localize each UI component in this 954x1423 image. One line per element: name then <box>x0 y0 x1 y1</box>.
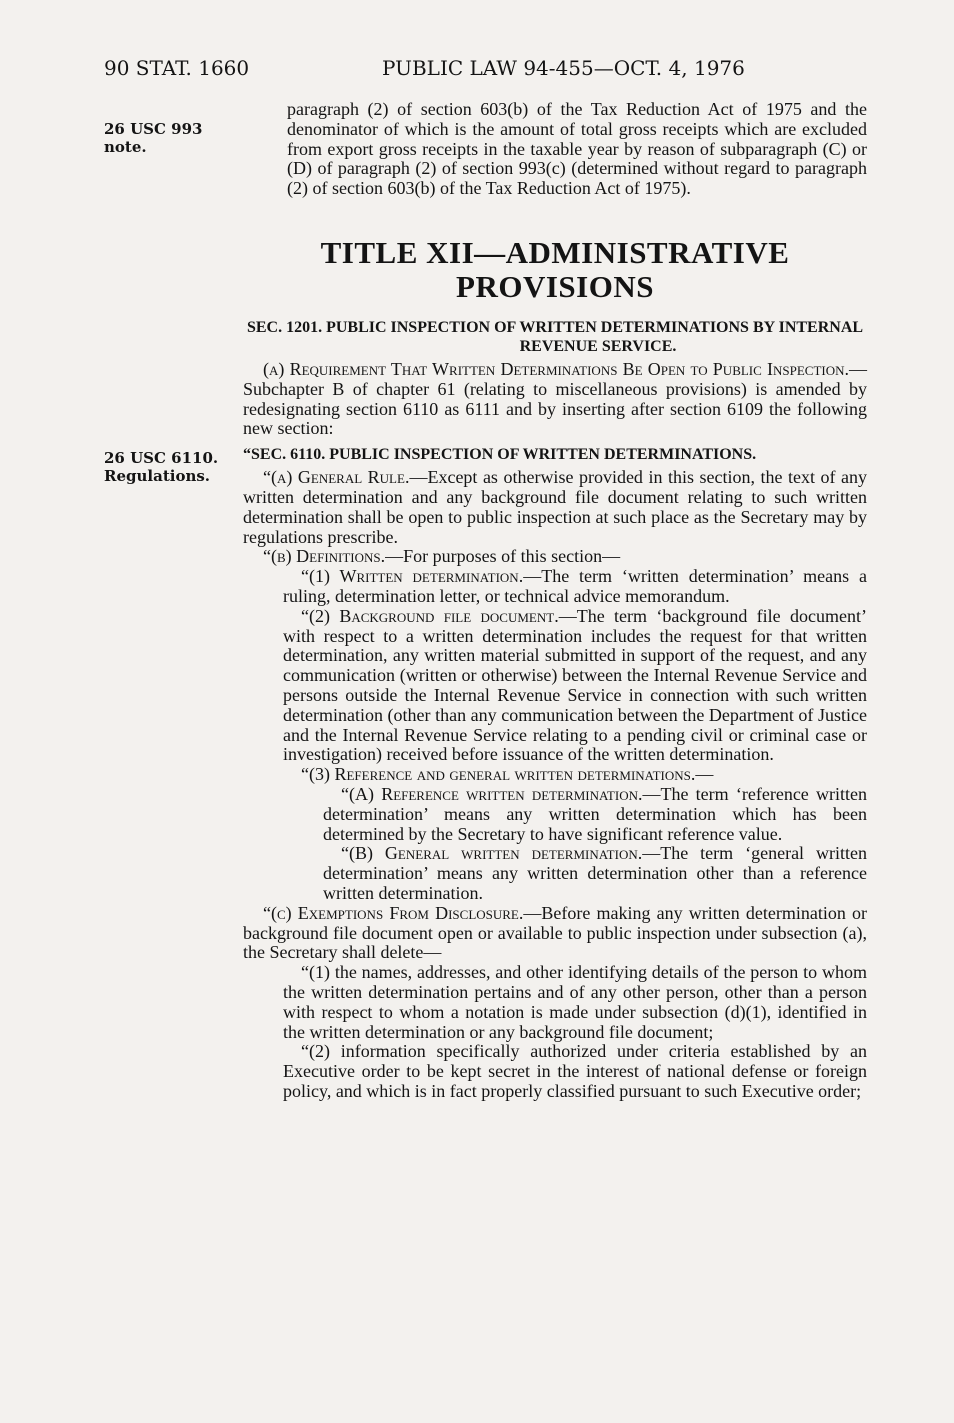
section-1201-heading: SEC. 1201. PUBLIC INSPECTION OF WRITTEN DETERMINATIONS BY INTERNAL REVENUE SERVICE. <box>246 319 864 355</box>
stat-reference: 90 STAT. 1660 <box>104 56 250 80</box>
law-header: PUBLIC LAW 94-455—OCT. 4, 1976 <box>382 56 745 80</box>
definition-3-heading: “(3) Reference and general written determinations. <box>301 764 696 785</box>
exemption-2: “(2) information specifically authorized under criteria established by an Executive order to be kept secret in the interest of national defense or foreign policy, and which is in fact properly classified pursuant to such Executive order; <box>283 1041 867 1101</box>
definition-1-heading: “(1) Written determination. <box>301 566 524 587</box>
definition-1 <box>243 567 867 607</box>
definition-3b-heading: “(B) General written determination. <box>341 843 643 864</box>
definition-3-body: — <box>695 764 714 785</box>
margin-note-text: 26 USC 993 <box>104 120 203 138</box>
definitions <box>243 547 867 567</box>
intro-paragraph <box>287 100 867 199</box>
margin-note-text: note. <box>104 138 147 156</box>
exemption-1: “(1) the names, addresses, and other identifying details of the person to whom the written determination pertains and of any other person, other than a person with respect to whom a notation is made under subsection (d)(1), identified in the written determination or any background file document; <box>283 962 867 1042</box>
definitions-body: —For purposes of this section— <box>385 546 621 567</box>
definition-2-body: —The term ‘background file document’ with respect to a written determination includes the request for that written determination, any written material submitted in support of the request, and any communication (written or otherwise) between the Internal Revenue Service and persons outside the Internal Revenue Service in connection with such written determination (other than any communication between the Department of Justice and the Internal Revenue Service relating to a pending civil or criminal case or investigation) received before issuance of the written determination. <box>283 605 867 765</box>
section-6110-heading: “SEC. 6110. PUBLIC INSPECTION OF WRITTEN DETERMINATIONS. <box>243 446 757 464</box>
margin-note-usc6110 <box>104 449 218 485</box>
definition-3 <box>243 765 867 785</box>
definition-3b <box>243 844 867 903</box>
exemptions <box>243 904 867 963</box>
definition-2-heading: “(2) Background file document. <box>301 605 559 626</box>
title-line-2: PROVISIONS <box>456 269 654 304</box>
definition-3a-heading: “(A) Reference written determination. <box>341 783 643 804</box>
exemptions-body: —Before making any written determination or background file document open or available to public inspection under subsection (a), the Secretary shall delete— <box>243 902 867 963</box>
general-rule-body: —Except as otherwise provided in this section, the text of any written determination and any background file document relating to such written determination shall be open to public inspection at such place as the Secretary may by regulations prescribe. <box>243 467 867 547</box>
title-block <box>243 236 867 304</box>
subsection-a-body: —Subchapter B of chapter 61 (relating to miscellaneous provisions) is amended by redesignating section 6110 as 6111 and by inserting after section 6109 the following new section: <box>243 359 867 439</box>
margin-note-text: Regulations. <box>104 467 211 485</box>
title-line-1: TITLE XII—ADMINISTRATIVE <box>320 235 790 270</box>
margin-note-text: 26 USC 6110. <box>104 449 219 467</box>
definitions-heading: “(b) Definitions. <box>263 546 386 567</box>
exemptions-heading: “(c) Exemptions From Disclosure. <box>263 902 524 923</box>
subsection-a <box>243 360 867 439</box>
definition-1-body: —The term ‘written determination’ means a ruling, determination letter, or technical advice memorandum. <box>283 566 867 606</box>
definition-2 <box>243 607 867 765</box>
margin-note-usc993 <box>104 120 202 156</box>
subsection-a-heading: (a) Requirement That Written Determinations Be Open to Public Inspection. <box>263 359 849 379</box>
general-rule-heading: “(a) General Rule. <box>263 467 410 488</box>
definition-3b-body: —The term ‘general written determination’ means any written determination other than a reference written determination. <box>323 843 867 903</box>
definition-3a <box>243 785 867 844</box>
general-rule <box>243 468 867 547</box>
intro-text: paragraph (2) of section 603(b) of the Tax Reduction Act of 1975 and the denominator of which is the amount of total gross receipts which are excluded from export gross receipts in the taxable year by reason of subparagraph (C) or (D) of paragraph (2) of section 993(c) (determined without regard to paragraph (2) of section 603(b) of the Tax Reduction Act of 1975). <box>287 99 867 199</box>
definition-3a-body: —The term ‘reference written determination’ means any written determination which has been determined by the Secretary to have significant reference value. <box>323 783 867 844</box>
body-column <box>243 318 867 1102</box>
